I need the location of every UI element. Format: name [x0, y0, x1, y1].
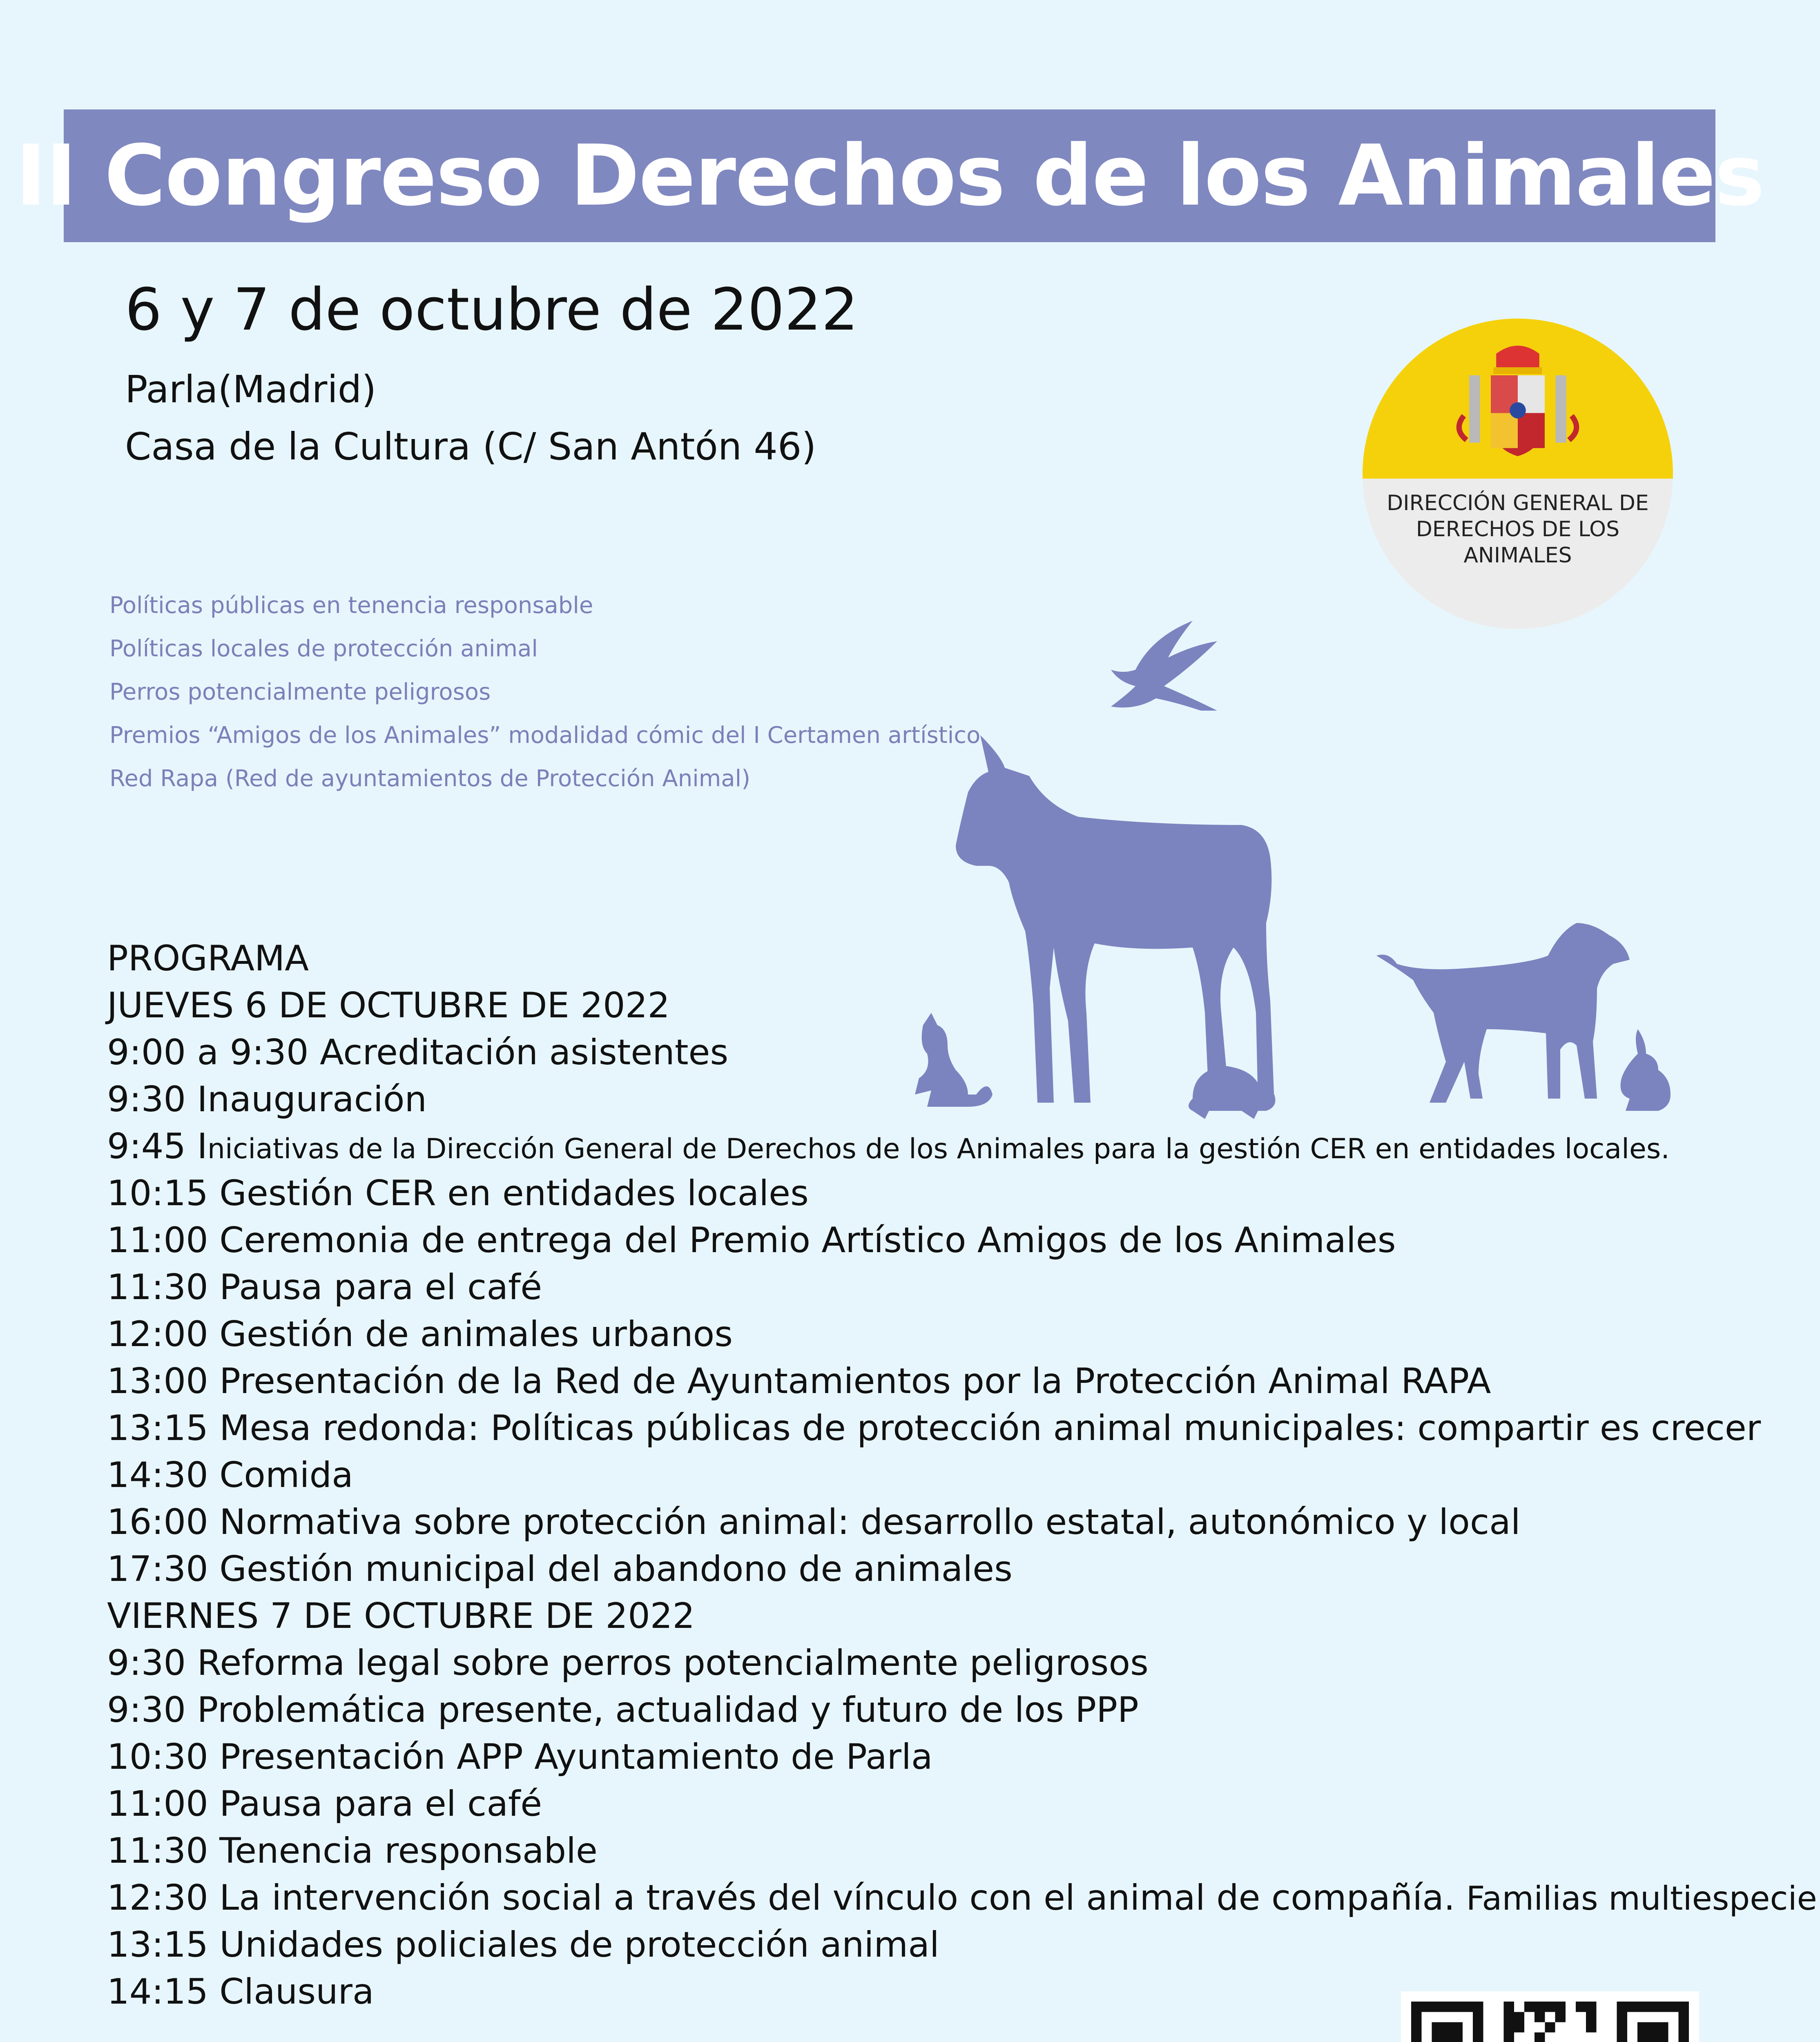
program-item: 14:30 Comida — [107, 1455, 353, 1496]
seal-label: DIRECCIÓN GENERAL DE DERECHOS DE LOS ANIMALES — [1387, 491, 1649, 568]
program-heading: PROGRAMA — [107, 938, 309, 979]
program-item: 13:15 Unidades policiales de protección animal — [107, 1924, 939, 1965]
title-banner — [15, 109, 1764, 242]
program-item: 12:00 Gestión de animales urbanos — [107, 1314, 733, 1355]
page-title: II Congreso Derechos de los Animales — [15, 127, 1764, 225]
program-item: 9:45 Iniciativas de la Dirección General de Derechos de los Animales para la gestión CER en entidades locales. — [107, 1126, 1670, 1167]
program-item: 17:30 Gestión municipal del abandono de animales — [107, 1549, 1013, 1589]
registration-qr-code[interactable] — [1401, 1991, 1699, 2042]
program-item: 11:00 Pausa para el café — [107, 1783, 542, 1824]
topic-item: Políticas locales de protección animal — [109, 635, 538, 662]
eagle-icon — [1111, 621, 1217, 711]
program-item: 9:30 Problemática presente, actualidad y futuro de los PPP — [107, 1690, 1139, 1730]
program-item: 9:30 Reforma legal sobre perros potencialmente peligrosos — [107, 1643, 1149, 1683]
program-item: 13:00 Presentación de la Red de Ayuntamientos por la Protección Animal RAPA — [107, 1361, 1491, 1402]
coat-of-arms-icon — [1450, 335, 1585, 470]
event-city: Parla(Madrid) — [125, 368, 377, 411]
program-item: 11:30 Tenencia responsable — [107, 1830, 598, 1871]
day-heading: JUEVES 6 DE OCTUBRE DE 2022 — [107, 985, 670, 1026]
event-venue: Casa de la Cultura (C/ San Antón 46) — [125, 425, 816, 468]
program-item: 9:30 Inauguración — [107, 1079, 427, 1120]
day-heading: VIERNES 7 DE OCTUBRE DE 2022 — [107, 1596, 695, 1636]
event-date: 6 y 7 de octubre de 2022 — [125, 276, 859, 343]
topic-item: Premios “Amigos de los Animales” modalidad cómic del I Certamen artístico — [109, 722, 981, 749]
program-item: 16:00 Normativa sobre protección animal: desarrollo estatal, autonómico y local — [107, 1502, 1521, 1543]
program-item: 14:15 Clausura — [107, 1971, 374, 2012]
topic-item: Políticas públicas en tenencia responsable — [109, 592, 593, 619]
topic-item: Red Rapa (Red de ayuntamientos de Protección Animal) — [109, 765, 751, 792]
program-item: 9:00 a 9:30 Acreditación asistentes — [107, 1032, 729, 1073]
program-item: 11:00 Ceremonia de entrega del Premio Artístico Amigos de los Animales — [107, 1220, 1396, 1261]
program-item: 13:15 Mesa redonda: Políticas públicas de protección animal municipales: compartir es crecer — [107, 1408, 1761, 1449]
program-item: 11:30 Pausa para el café — [107, 1267, 542, 1308]
program-item: 10:15 Gestión CER en entidades locales — [107, 1173, 809, 1214]
topic-item: Perros potencialmente peligrosos — [109, 679, 491, 705]
program-item: 12:30 La intervención social a través del vínculo con el animal de compañía. Familias multiespecie — [107, 1877, 1817, 1918]
program-list — [107, 935, 1817, 2015]
program-item: 10:30 Presentación APP Ayuntamiento de Parla — [107, 1737, 933, 1777]
